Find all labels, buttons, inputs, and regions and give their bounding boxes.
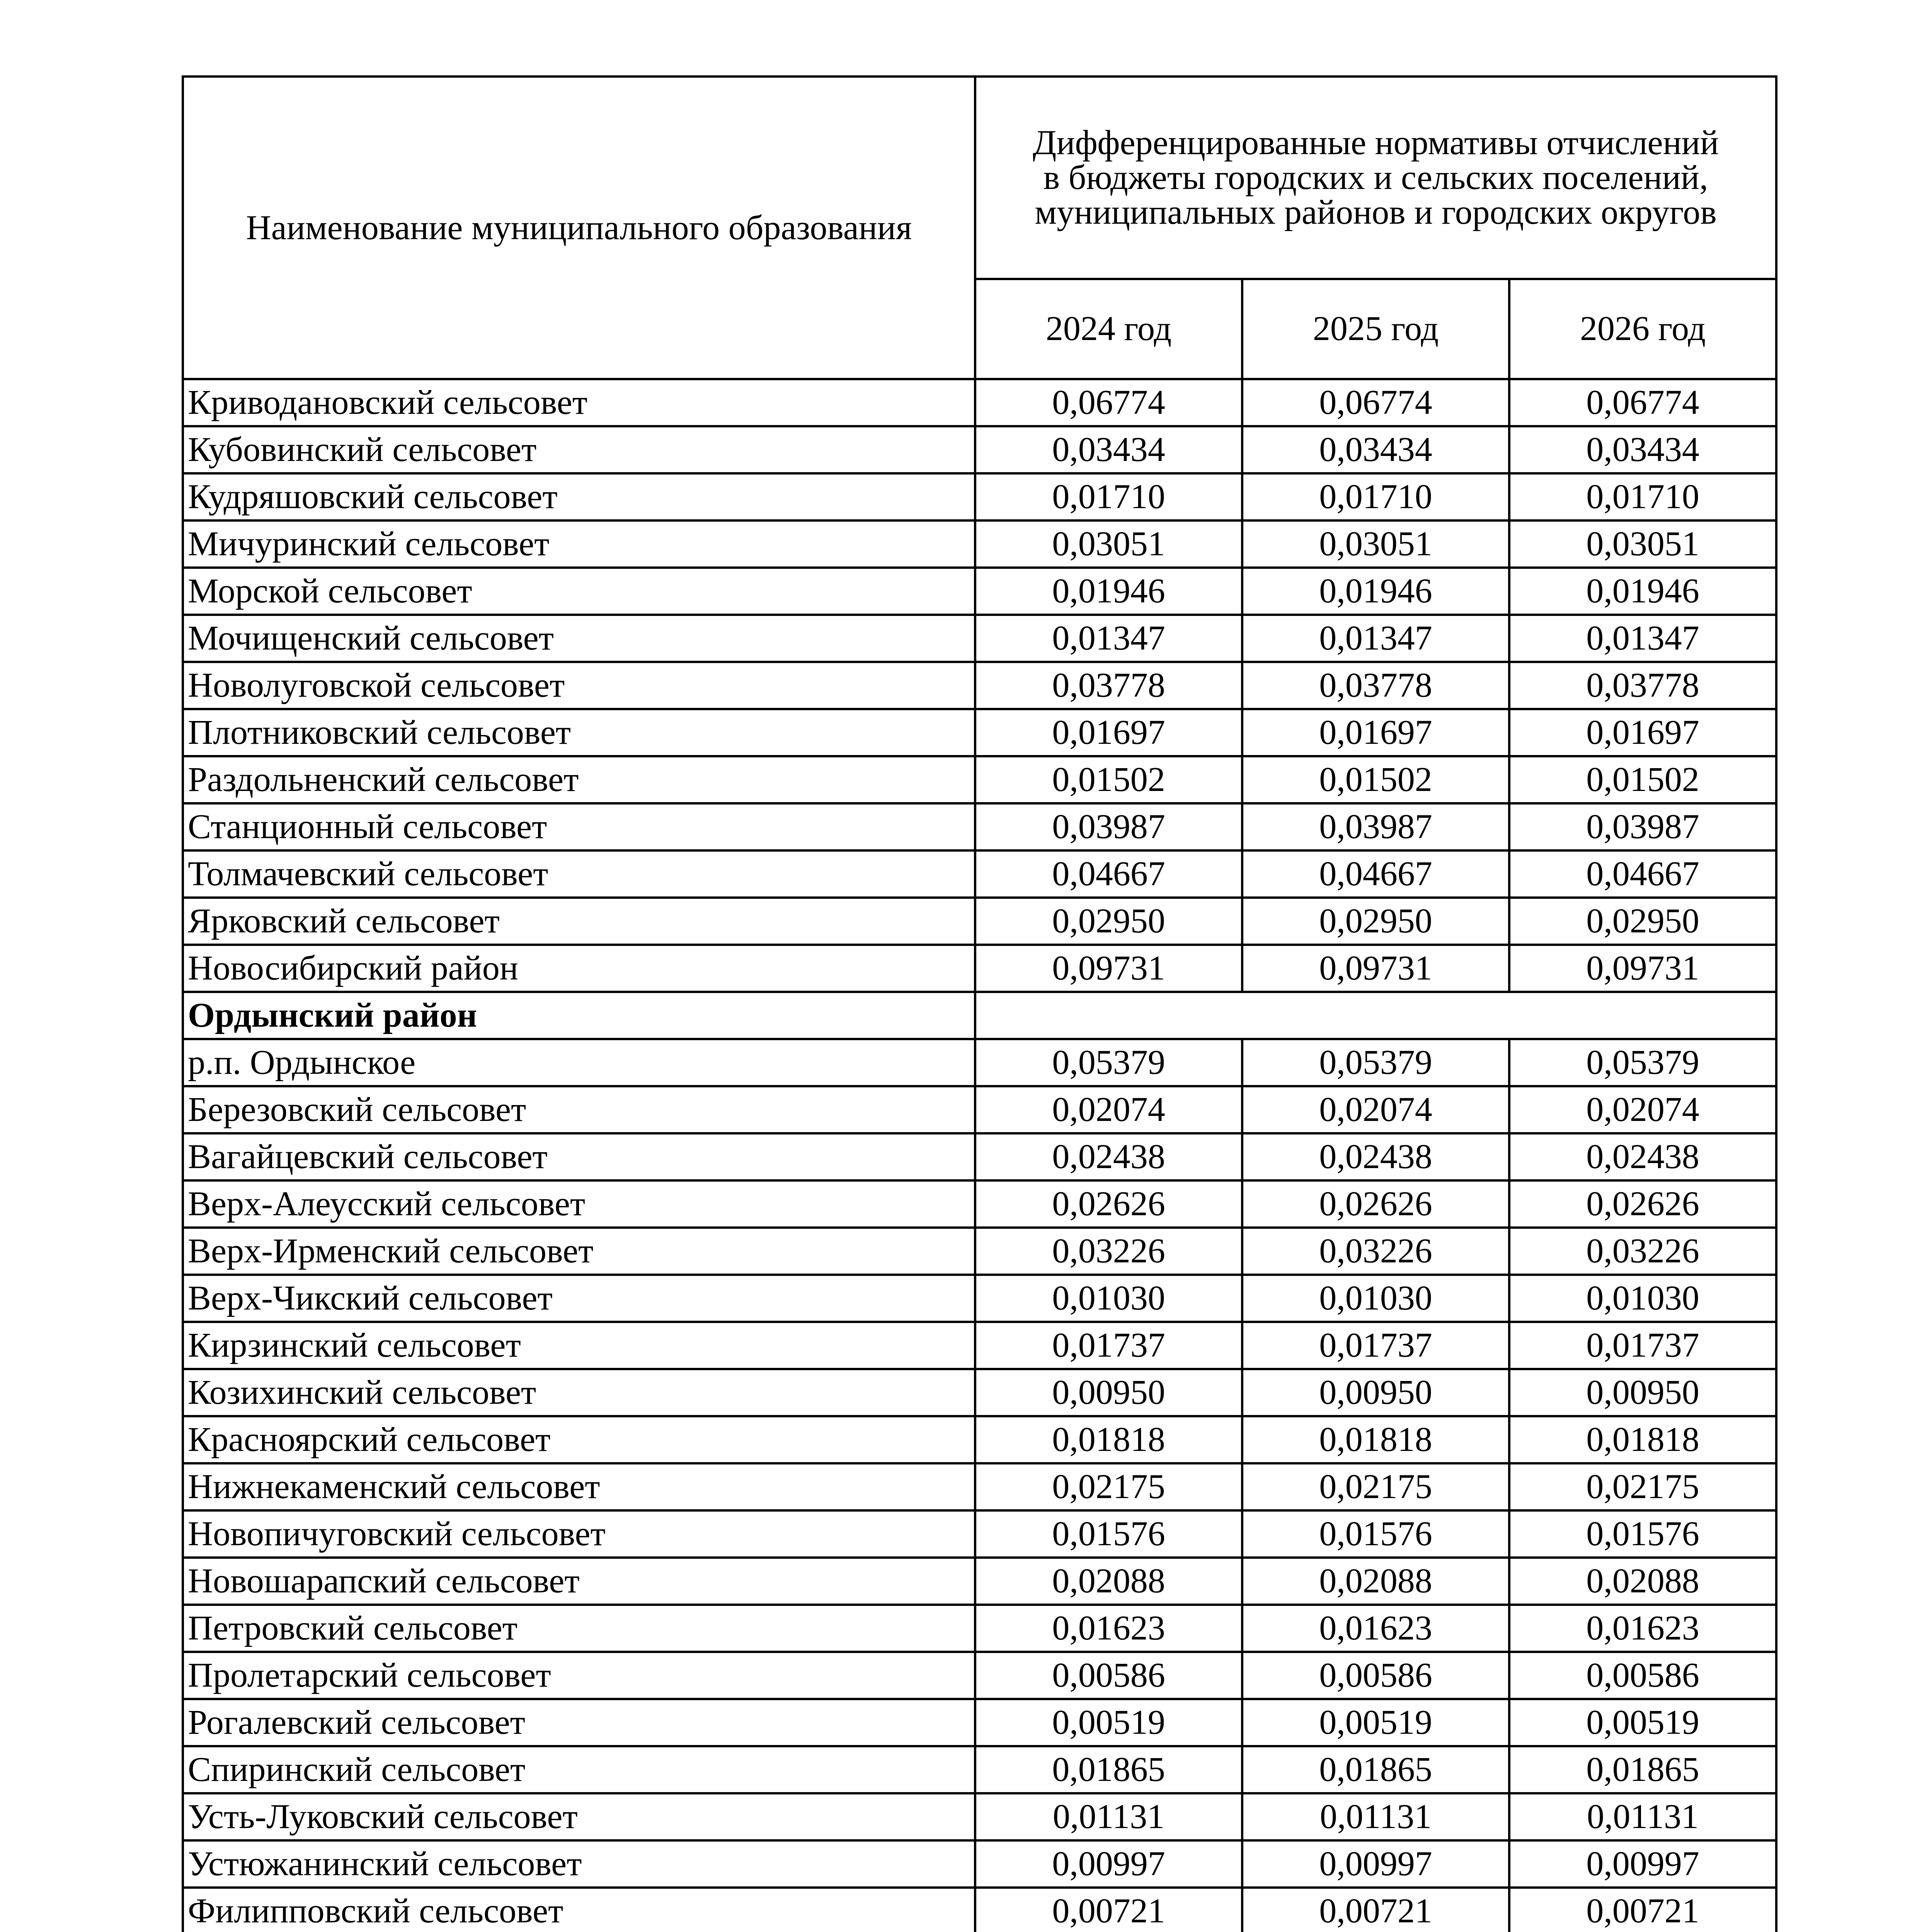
- norm-value-2025: 0,01576: [1242, 1510, 1509, 1558]
- norm-value-2025: 0,03226: [1242, 1228, 1509, 1275]
- norm-value-2026: 0,09731: [1509, 945, 1776, 992]
- norm-value-2025: 0,01697: [1242, 709, 1509, 756]
- norm-value-2026: 0,01030: [1509, 1275, 1776, 1322]
- norm-value-2024: 0,03226: [975, 1228, 1242, 1275]
- table-row: [183, 426, 1776, 473]
- norm-value-2024: 0,03987: [975, 803, 1242, 850]
- norm-value-2026: 0,06774: [1509, 379, 1776, 426]
- norm-value-2024: 0,00950: [975, 1369, 1242, 1416]
- municipality-name: Пролетарский сельсовет: [183, 1652, 975, 1699]
- norm-value-2026: 0,01737: [1509, 1322, 1776, 1369]
- norm-value-2026: 0,00586: [1509, 1652, 1776, 1699]
- municipality-name: Устюжанинский сельсовет: [183, 1840, 975, 1888]
- norm-value-2026: 0,01131: [1509, 1793, 1776, 1840]
- norm-value-2025: 0,00950: [1242, 1369, 1509, 1416]
- table-row: [183, 1463, 1776, 1510]
- table-row: [183, 379, 1776, 426]
- municipality-name: Мичуринский сельсовет: [183, 520, 975, 568]
- norm-value-2025: 0,06774: [1242, 379, 1509, 426]
- norm-value-2025: 0,01865: [1242, 1746, 1509, 1793]
- norm-value-2024: 0,02175: [975, 1463, 1242, 1510]
- norm-value-2024: 0,03434: [975, 426, 1242, 473]
- municipality-name: Кирзинский сельсовет: [183, 1322, 975, 1369]
- norm-value-2026: 0,03051: [1509, 520, 1776, 568]
- table-row: [183, 709, 1776, 756]
- norm-value-2024: 0,03778: [975, 662, 1242, 709]
- municipality-name: Криводановский сельсовет: [183, 379, 975, 426]
- municipality-name: Петровский сельсовет: [183, 1605, 975, 1652]
- norm-value-2026: 0,01502: [1509, 756, 1776, 803]
- municipality-name: Кубовинский сельсовет: [183, 426, 975, 473]
- municipality-name: Нижнекаменский сельсовет: [183, 1463, 975, 1510]
- norm-value-2026: 0,03987: [1509, 803, 1776, 850]
- municipality-name: Спиринский сельсовет: [183, 1746, 975, 1793]
- norm-value-2024: 0,04667: [975, 850, 1242, 898]
- municipality-name: Новолуговской сельсовет: [183, 662, 975, 709]
- table-header: [183, 77, 1776, 379]
- municipality-name: Козихинский сельсовет: [183, 1369, 975, 1416]
- norm-value-2025: 0,00519: [1242, 1699, 1509, 1746]
- municipality-name: Мочищенский сельсовет: [183, 615, 975, 662]
- header-year-2024: 2024 год: [975, 279, 1242, 379]
- norm-value-2024: 0,02088: [975, 1558, 1242, 1605]
- norm-value-2026: 0,01576: [1509, 1510, 1776, 1558]
- municipality-name: Ярковский сельсовет: [183, 898, 975, 945]
- header-group-line: в бюджеты городских и сельских поселений,: [1043, 158, 1708, 197]
- norm-value-2025: 0,01131: [1242, 1793, 1509, 1840]
- norm-value-2026: 0,05379: [1509, 1039, 1776, 1086]
- norm-value-2024: 0,02626: [975, 1180, 1242, 1228]
- norm-value-2026: 0,03778: [1509, 662, 1776, 709]
- table-row: [183, 615, 1776, 662]
- norm-value-2025: 0,01347: [1242, 615, 1509, 662]
- table-row: [183, 1840, 1776, 1888]
- table-row: [183, 1699, 1776, 1746]
- norm-value-2024: 0,01576: [975, 1510, 1242, 1558]
- norm-value-2026: 0,02074: [1509, 1086, 1776, 1133]
- norm-value-2025: 0,02950: [1242, 898, 1509, 945]
- norm-value-2026: 0,04667: [1509, 850, 1776, 898]
- norm-value-2025: 0,01030: [1242, 1275, 1509, 1322]
- municipality-name: Красноярский сельсовет: [183, 1416, 975, 1463]
- norm-value-2024: 0,09731: [975, 945, 1242, 992]
- norm-value-2024: 0,06774: [975, 379, 1242, 426]
- section-empty-cell: [975, 992, 1776, 1039]
- norm-value-2024: 0,01623: [975, 1605, 1242, 1652]
- municipality-name: Кудряшовский сельсовет: [183, 473, 975, 520]
- municipality-name: Вагайцевский сельсовет: [183, 1133, 975, 1180]
- norm-value-2024: 0,01697: [975, 709, 1242, 756]
- norm-value-2024: 0,00586: [975, 1652, 1242, 1699]
- norm-value-2025: 0,02175: [1242, 1463, 1509, 1510]
- header-deduction-norms: [975, 77, 1776, 279]
- table-row: [183, 1228, 1776, 1275]
- municipality-name: Филипповский сельсовет: [183, 1888, 975, 1932]
- norm-value-2026: 0,01697: [1509, 709, 1776, 756]
- table-row: [183, 1039, 1776, 1086]
- norm-value-2025: 0,02438: [1242, 1133, 1509, 1180]
- norm-value-2026: 0,02438: [1509, 1133, 1776, 1180]
- table-row: [183, 1416, 1776, 1463]
- norm-value-2025: 0,01946: [1242, 568, 1509, 615]
- table-row: [183, 1652, 1776, 1699]
- table-row: [183, 473, 1776, 520]
- norm-value-2024: 0,01347: [975, 615, 1242, 662]
- table-row: [183, 898, 1776, 945]
- table-row: [183, 1180, 1776, 1228]
- municipality-name: Раздольненский сельсовет: [183, 756, 975, 803]
- table-row: [183, 662, 1776, 709]
- norm-value-2024: 0,01030: [975, 1275, 1242, 1322]
- norm-value-2025: 0,01710: [1242, 473, 1509, 520]
- deduction-norms-table: [182, 75, 1777, 1932]
- table-row: [183, 1369, 1776, 1416]
- header-municipality-name: Наименование муниципального образования: [183, 77, 975, 379]
- norm-value-2026: 0,00997: [1509, 1840, 1776, 1888]
- norm-value-2025: 0,03778: [1242, 662, 1509, 709]
- table-row: [183, 1605, 1776, 1652]
- norm-value-2025: 0,09731: [1242, 945, 1509, 992]
- norm-value-2026: 0,02626: [1509, 1180, 1776, 1228]
- norm-value-2026: 0,01818: [1509, 1416, 1776, 1463]
- norm-value-2025: 0,04667: [1242, 850, 1509, 898]
- table-row: [183, 1133, 1776, 1180]
- header-group-line: муниципальных районов и городских округов: [1035, 193, 1717, 231]
- norm-value-2026: 0,00950: [1509, 1369, 1776, 1416]
- table-row: [183, 850, 1776, 898]
- norm-value-2025: 0,01623: [1242, 1605, 1509, 1652]
- norm-value-2024: 0,02438: [975, 1133, 1242, 1180]
- municipality-name: Березовский сельсовет: [183, 1086, 975, 1133]
- municipality-name: Плотниковский сельсовет: [183, 709, 975, 756]
- municipality-name: Новопичуговский сельсовет: [183, 1510, 975, 1558]
- municipality-name: Верх-Чикский сельсовет: [183, 1275, 975, 1322]
- norm-value-2025: 0,05379: [1242, 1039, 1509, 1086]
- section-row: [183, 992, 1776, 1039]
- norm-value-2026: 0,02175: [1509, 1463, 1776, 1510]
- norm-value-2025: 0,00997: [1242, 1840, 1509, 1888]
- norm-value-2024: 0,03051: [975, 520, 1242, 568]
- norm-value-2026: 0,01946: [1509, 568, 1776, 615]
- norm-value-2025: 0,03987: [1242, 803, 1509, 850]
- norm-value-2026: 0,02088: [1509, 1558, 1776, 1605]
- norm-value-2025: 0,02074: [1242, 1086, 1509, 1133]
- norm-value-2025: 0,03434: [1242, 426, 1509, 473]
- table-row: [183, 1888, 1776, 1932]
- norm-value-2025: 0,03051: [1242, 520, 1509, 568]
- norm-value-2024: 0,00997: [975, 1840, 1242, 1888]
- norm-value-2026: 0,01710: [1509, 473, 1776, 520]
- norm-value-2026: 0,03434: [1509, 426, 1776, 473]
- municipality-name: Рогалевский сельсовет: [183, 1699, 975, 1746]
- table-body: [183, 379, 1776, 1932]
- norm-value-2026: 0,00721: [1509, 1888, 1776, 1932]
- table-row: [183, 1793, 1776, 1840]
- norm-value-2024: 0,01865: [975, 1746, 1242, 1793]
- norm-value-2025: 0,01818: [1242, 1416, 1509, 1463]
- norm-value-2024: 0,01131: [975, 1793, 1242, 1840]
- table-row: [183, 1086, 1776, 1133]
- table-row: [183, 1746, 1776, 1793]
- norm-value-2024: 0,02950: [975, 898, 1242, 945]
- norm-value-2026: 0,01623: [1509, 1605, 1776, 1652]
- municipality-name: Новошарапский сельсовет: [183, 1558, 975, 1605]
- table-row: [183, 1558, 1776, 1605]
- norm-value-2025: 0,01502: [1242, 756, 1509, 803]
- norm-value-2024: 0,00519: [975, 1699, 1242, 1746]
- municipality-name: Толмачевский сельсовет: [183, 850, 975, 898]
- municipality-name: Новосибирский район: [183, 945, 975, 992]
- municipality-name: Морской сельсовет: [183, 568, 975, 615]
- norm-value-2024: 0,01818: [975, 1416, 1242, 1463]
- norm-value-2026: 0,00519: [1509, 1699, 1776, 1746]
- norm-value-2025: 0,02088: [1242, 1558, 1509, 1605]
- norm-value-2025: 0,00721: [1242, 1888, 1509, 1932]
- norm-value-2024: 0,01502: [975, 756, 1242, 803]
- municipality-name: Станционный сельсовет: [183, 803, 975, 850]
- norm-value-2026: 0,02950: [1509, 898, 1776, 945]
- table-row: [183, 756, 1776, 803]
- norm-value-2024: 0,01737: [975, 1322, 1242, 1369]
- norm-value-2024: 0,00721: [975, 1888, 1242, 1932]
- norm-value-2025: 0,00586: [1242, 1652, 1509, 1699]
- municipality-name: Усть-Луковский сельсовет: [183, 1793, 975, 1840]
- header-group-line: Дифференцированные нормативы отчислений: [1032, 123, 1719, 162]
- header-year-2025: 2025 год: [1242, 279, 1509, 379]
- table-row: [183, 1510, 1776, 1558]
- table-row: [183, 1322, 1776, 1369]
- norm-value-2026: 0,01347: [1509, 615, 1776, 662]
- table-row: [183, 803, 1776, 850]
- section-title: Ордынский район: [183, 992, 975, 1039]
- norm-value-2024: 0,01946: [975, 568, 1242, 615]
- table-row: [183, 945, 1776, 992]
- table-row: [183, 520, 1776, 568]
- header-year-2026: 2026 год: [1509, 279, 1776, 379]
- norm-value-2026: 0,03226: [1509, 1228, 1776, 1275]
- municipality-name: Верх-Алеусский сельсовет: [183, 1180, 975, 1228]
- norm-value-2026: 0,01865: [1509, 1746, 1776, 1793]
- table-row: [183, 568, 1776, 615]
- norm-value-2024: 0,01710: [975, 473, 1242, 520]
- norm-value-2025: 0,01737: [1242, 1322, 1509, 1369]
- norm-value-2024: 0,02074: [975, 1086, 1242, 1133]
- municipality-name: Верх-Ирменский сельсовет: [183, 1228, 975, 1275]
- norm-value-2025: 0,02626: [1242, 1180, 1509, 1228]
- table-row: [183, 1275, 1776, 1322]
- municipality-name: р.п. Ордынское: [183, 1039, 975, 1086]
- norm-value-2024: 0,05379: [975, 1039, 1242, 1086]
